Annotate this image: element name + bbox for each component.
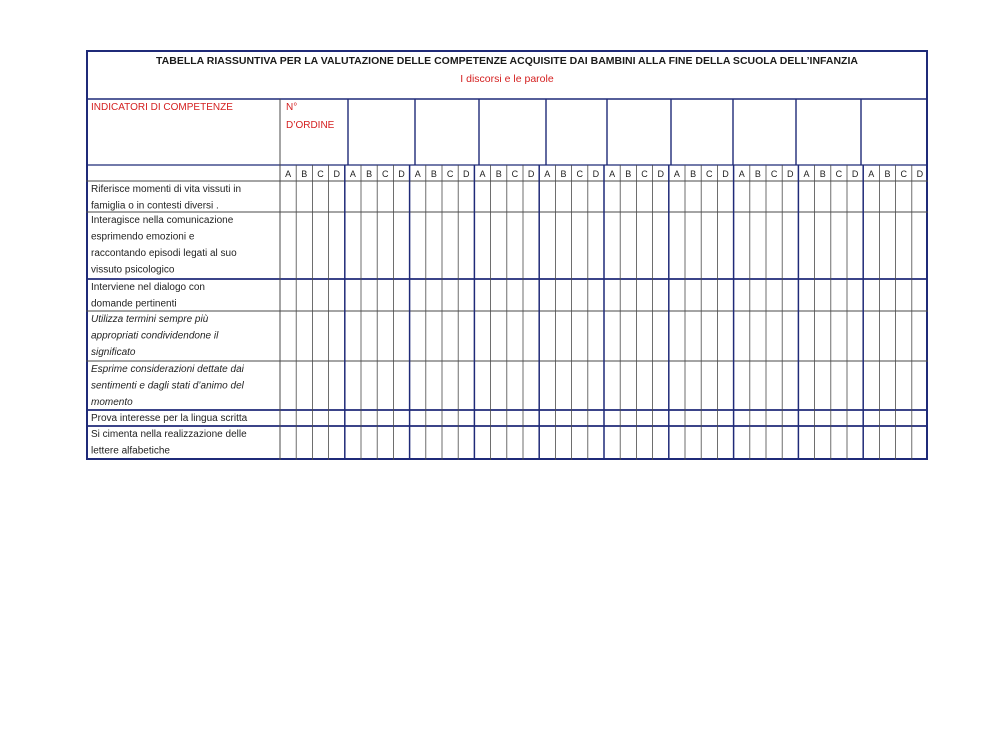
indicator-text: appropriati condividendone il (91, 330, 219, 342)
indicator-text: Interviene nel dialogo con (91, 282, 205, 293)
indicator-text: Prova interesse per la lingua scritta (91, 413, 248, 424)
grade-letter-c: C (835, 169, 843, 179)
grade-letter-a: A (544, 169, 551, 179)
grade-letter-d: D (916, 169, 924, 179)
indicator-text: Riferisce momenti di vita vissuti in (91, 184, 242, 195)
indicators-header: INDICATORI DI COMPETENZE (91, 102, 233, 113)
grade-letter-c: C (706, 169, 713, 179)
order-header-line1: N° (286, 102, 298, 113)
grade-letter-a: A (803, 169, 810, 179)
grade-letter-b: B (430, 169, 437, 179)
grade-letter-b: B (495, 169, 502, 179)
grade-letter-a: A (868, 169, 875, 179)
grade-letter-d: D (787, 169, 794, 179)
grade-letter-b: B (366, 169, 373, 179)
grade-letter-d: D (527, 169, 535, 179)
grade-letter-b: B (884, 169, 891, 179)
grade-letter-b: B (301, 169, 308, 179)
grade-letter-c: C (641, 169, 648, 179)
grade-letter-d: D (851, 169, 859, 179)
indicator-text: raccontando episodi legati al suo (91, 248, 237, 259)
grade-letter-a: A (479, 169, 486, 179)
grade-letter-c: C (317, 169, 324, 179)
grade-letter-d: D (463, 169, 470, 179)
table-title: TABELLA RIASSUNTIVA PER LA VALUTAZIONE DELLE COMPETENZE ACQUISITE DAI BAMBINI ALLA FINE DELLA SCUOLA DELL’INFANZIA (156, 55, 858, 67)
grade-letter-d: D (592, 169, 600, 179)
grade-letter-c: C (382, 169, 389, 179)
grade-letter-a: A (673, 169, 680, 179)
grade-letter-c: C (511, 169, 519, 179)
indicator-text: vissuto psicologico (91, 264, 175, 276)
order-header-line2: D’ORDINE (286, 120, 335, 131)
indicator-text: Si cimenta nella realizzazione delle (91, 429, 247, 440)
indicator-text: Interagisce nella comunicazione (91, 215, 234, 226)
indicator-text: momento (91, 397, 133, 408)
indicator-text: Utilizza termini sempre più (91, 314, 209, 325)
grade-letter-b: B (625, 169, 632, 179)
indicator-text: famiglia o in contesti diversi . (91, 200, 219, 212)
evaluation-table (86, 50, 928, 460)
grade-letter-c: C (446, 169, 454, 179)
grade-letter-a: A (349, 169, 356, 179)
grade-letter-b: B (819, 169, 826, 179)
indicator-text: Esprime considerazioni dettate dai (91, 364, 244, 375)
grade-letter-a: A (414, 169, 421, 179)
indicator-text: sentimenti e dagli stati d’animo del (91, 380, 244, 392)
grade-letter-c: C (770, 169, 778, 179)
table-subtitle: I discorsi e le parole (460, 73, 554, 85)
grade-letter-a: A (285, 169, 292, 179)
indicator-text: esprimendo emozioni e (91, 231, 195, 243)
grade-letter-a: A (609, 169, 616, 179)
indicator-text: significato (91, 347, 136, 358)
grade-letter-d: D (398, 169, 405, 179)
grade-letter-c: C (900, 169, 907, 179)
evaluation-grid (86, 50, 928, 460)
grade-letter-b: B (690, 169, 697, 179)
grade-letter-b: B (560, 169, 567, 179)
indicator-text: domande pertinenti (91, 298, 177, 310)
grade-letter-a: A (738, 169, 745, 179)
grade-letter-d: D (722, 169, 729, 179)
grade-letter-d: D (333, 169, 340, 179)
grade-letter-b: B (754, 169, 761, 179)
indicator-list (91, 184, 248, 457)
grade-letter-d: D (657, 169, 664, 179)
indicator-text: lettere alfabetiche (91, 445, 170, 457)
grade-letter-c: C (576, 169, 583, 179)
